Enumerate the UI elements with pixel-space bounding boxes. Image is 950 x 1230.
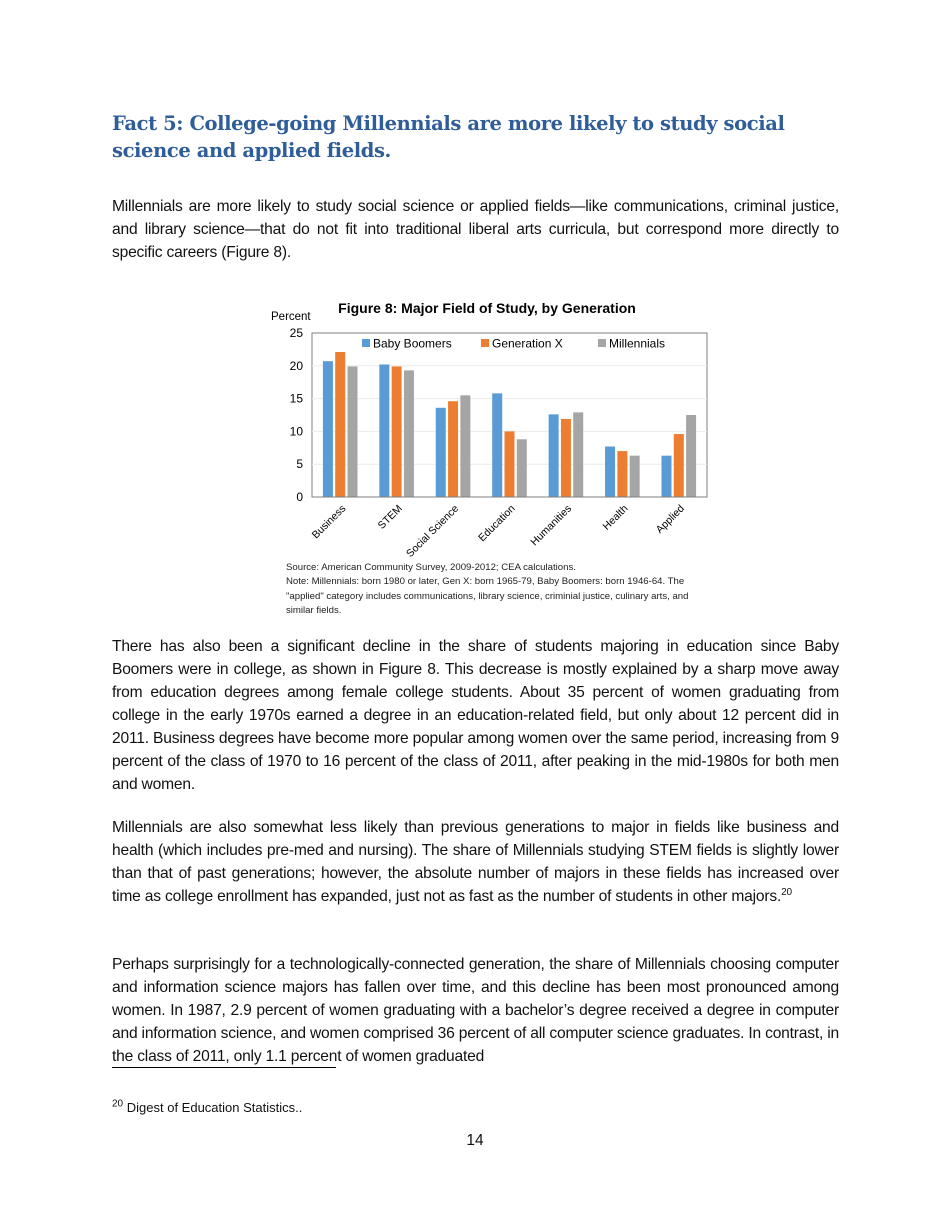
page-number: 14 (466, 1132, 484, 1149)
bar-baby-boomers (605, 446, 615, 497)
bar-generation-x (505, 431, 515, 497)
footnote-text: Digest of Education Statistics.. (126, 1100, 303, 1115)
bar-millennials (348, 366, 358, 497)
bar-millennials (517, 439, 527, 497)
legend-label: Generation X (492, 336, 563, 351)
paragraph-computer-science: Perhaps surprisingly for a technologically-connected generation, the share of Millennials choosing computer and information science majors has fallen over time, and this decline has been most pronounced among women. In 1987, 2.9 percent of women graduating with a bachelor’s degree received a degree in computer and information science, and women comprised 36 percent of all computer science graduates. In contrast, in the class of 2011, only 1.1 percent of women graduated (112, 956, 839, 1065)
bar-baby-boomers (549, 414, 559, 497)
x-tick-label: Business (309, 502, 349, 542)
chart-notes (286, 561, 716, 618)
y-tick-label: 0 (296, 490, 303, 504)
footnote-ref[interactable]: 20 (781, 886, 792, 898)
bar-baby-boomers (492, 393, 502, 497)
footnote-divider (112, 1067, 336, 1068)
x-tick-label: Education (476, 502, 518, 545)
paragraph-intro: Millennials are more likely to study social science or applied fields—like communications, criminal justice, and library science—that do not fit into traditional liberal arts curricula, but correspond more directly to specific careers (Figure 8). (112, 198, 839, 261)
y-tick-label: 20 (289, 358, 303, 373)
bar-generation-x (448, 401, 458, 497)
bar-generation-x (561, 419, 571, 497)
x-tick-label: Applied (653, 502, 687, 536)
legend-swatch (598, 339, 606, 347)
bar-millennials (460, 395, 470, 497)
legend-swatch (481, 339, 489, 347)
figure-8-chart (260, 295, 720, 565)
y-tick-label: 15 (289, 391, 303, 406)
bar-millennials (630, 456, 640, 497)
bar-millennials (404, 370, 414, 497)
paragraph-business-health (112, 816, 839, 908)
bar-generation-x (392, 366, 402, 497)
footnote-number: 20 (112, 1098, 124, 1110)
y-tick-label: 10 (289, 424, 303, 439)
bar-baby-boomers (323, 361, 333, 497)
bar-millennials (686, 415, 696, 497)
bar-generation-x (674, 434, 684, 497)
bar-generation-x (617, 451, 627, 497)
footnote (112, 1100, 302, 1115)
chart-source: Source: American Community Survey, 2009-2012; CEA calculations. (286, 562, 576, 573)
chart-note: Note: Millennials: born 1980 or later, Gen X: born 1965-79, Baby Boomers: born 1946-64. The "applied" category includes communications, library science, criminial justice, culinary arts, and similar fields. (286, 576, 689, 616)
legend-label: Baby Boomers (373, 336, 452, 351)
y-tick-label: 5 (296, 457, 303, 472)
bar-generation-x (335, 352, 345, 497)
x-tick-label: Social Science (404, 502, 462, 560)
paragraph-education-decline: There has also been a significant decline in the share of students majoring in education since Baby Boomers were in college, as shown in Figure 8. This decrease is mostly explained by a sharp move away from education degrees among female college students. About 35 percent of women graduating from college in the early 1970s earned a degree in an education-related field, but only about 12 percent did in 2011. Business degrees have become more popular among women over the same period, increasing from 9 percent of the class of 1970 to 16 percent of the class of 2011, after peaking in the mid-1980s for both men and women. (112, 638, 839, 793)
section-heading: Fact 5: College-going Millennials are more likely to study social science and applied fields. (112, 112, 785, 162)
x-tick-label: Health (600, 502, 631, 533)
chart-title: Figure 8: Major Field of Study, by Generation (338, 300, 636, 316)
paragraph-text: Millennials are also somewhat less likely than previous generations to major in fields like business and health (which includes pre-med and nursing). The share of Millennials studying STEM fields is slightly lower than that of past generations; however, the absolute number of majors in these fields has increased over time as college enrollment has expanded, just not as fast as the number of students in other majors. (112, 819, 839, 905)
x-tick-label: Humanities (528, 502, 575, 549)
legend-label: Millennials (609, 336, 666, 351)
y-axis-label: Percent (271, 311, 311, 323)
bar-millennials (573, 412, 583, 497)
bar-baby-boomers (436, 408, 446, 497)
bar-baby-boomers (661, 456, 671, 497)
bar-baby-boomers (379, 364, 389, 497)
x-tick-label: STEM (375, 502, 405, 532)
legend-swatch (362, 339, 370, 347)
y-tick-label: 25 (289, 326, 303, 340)
